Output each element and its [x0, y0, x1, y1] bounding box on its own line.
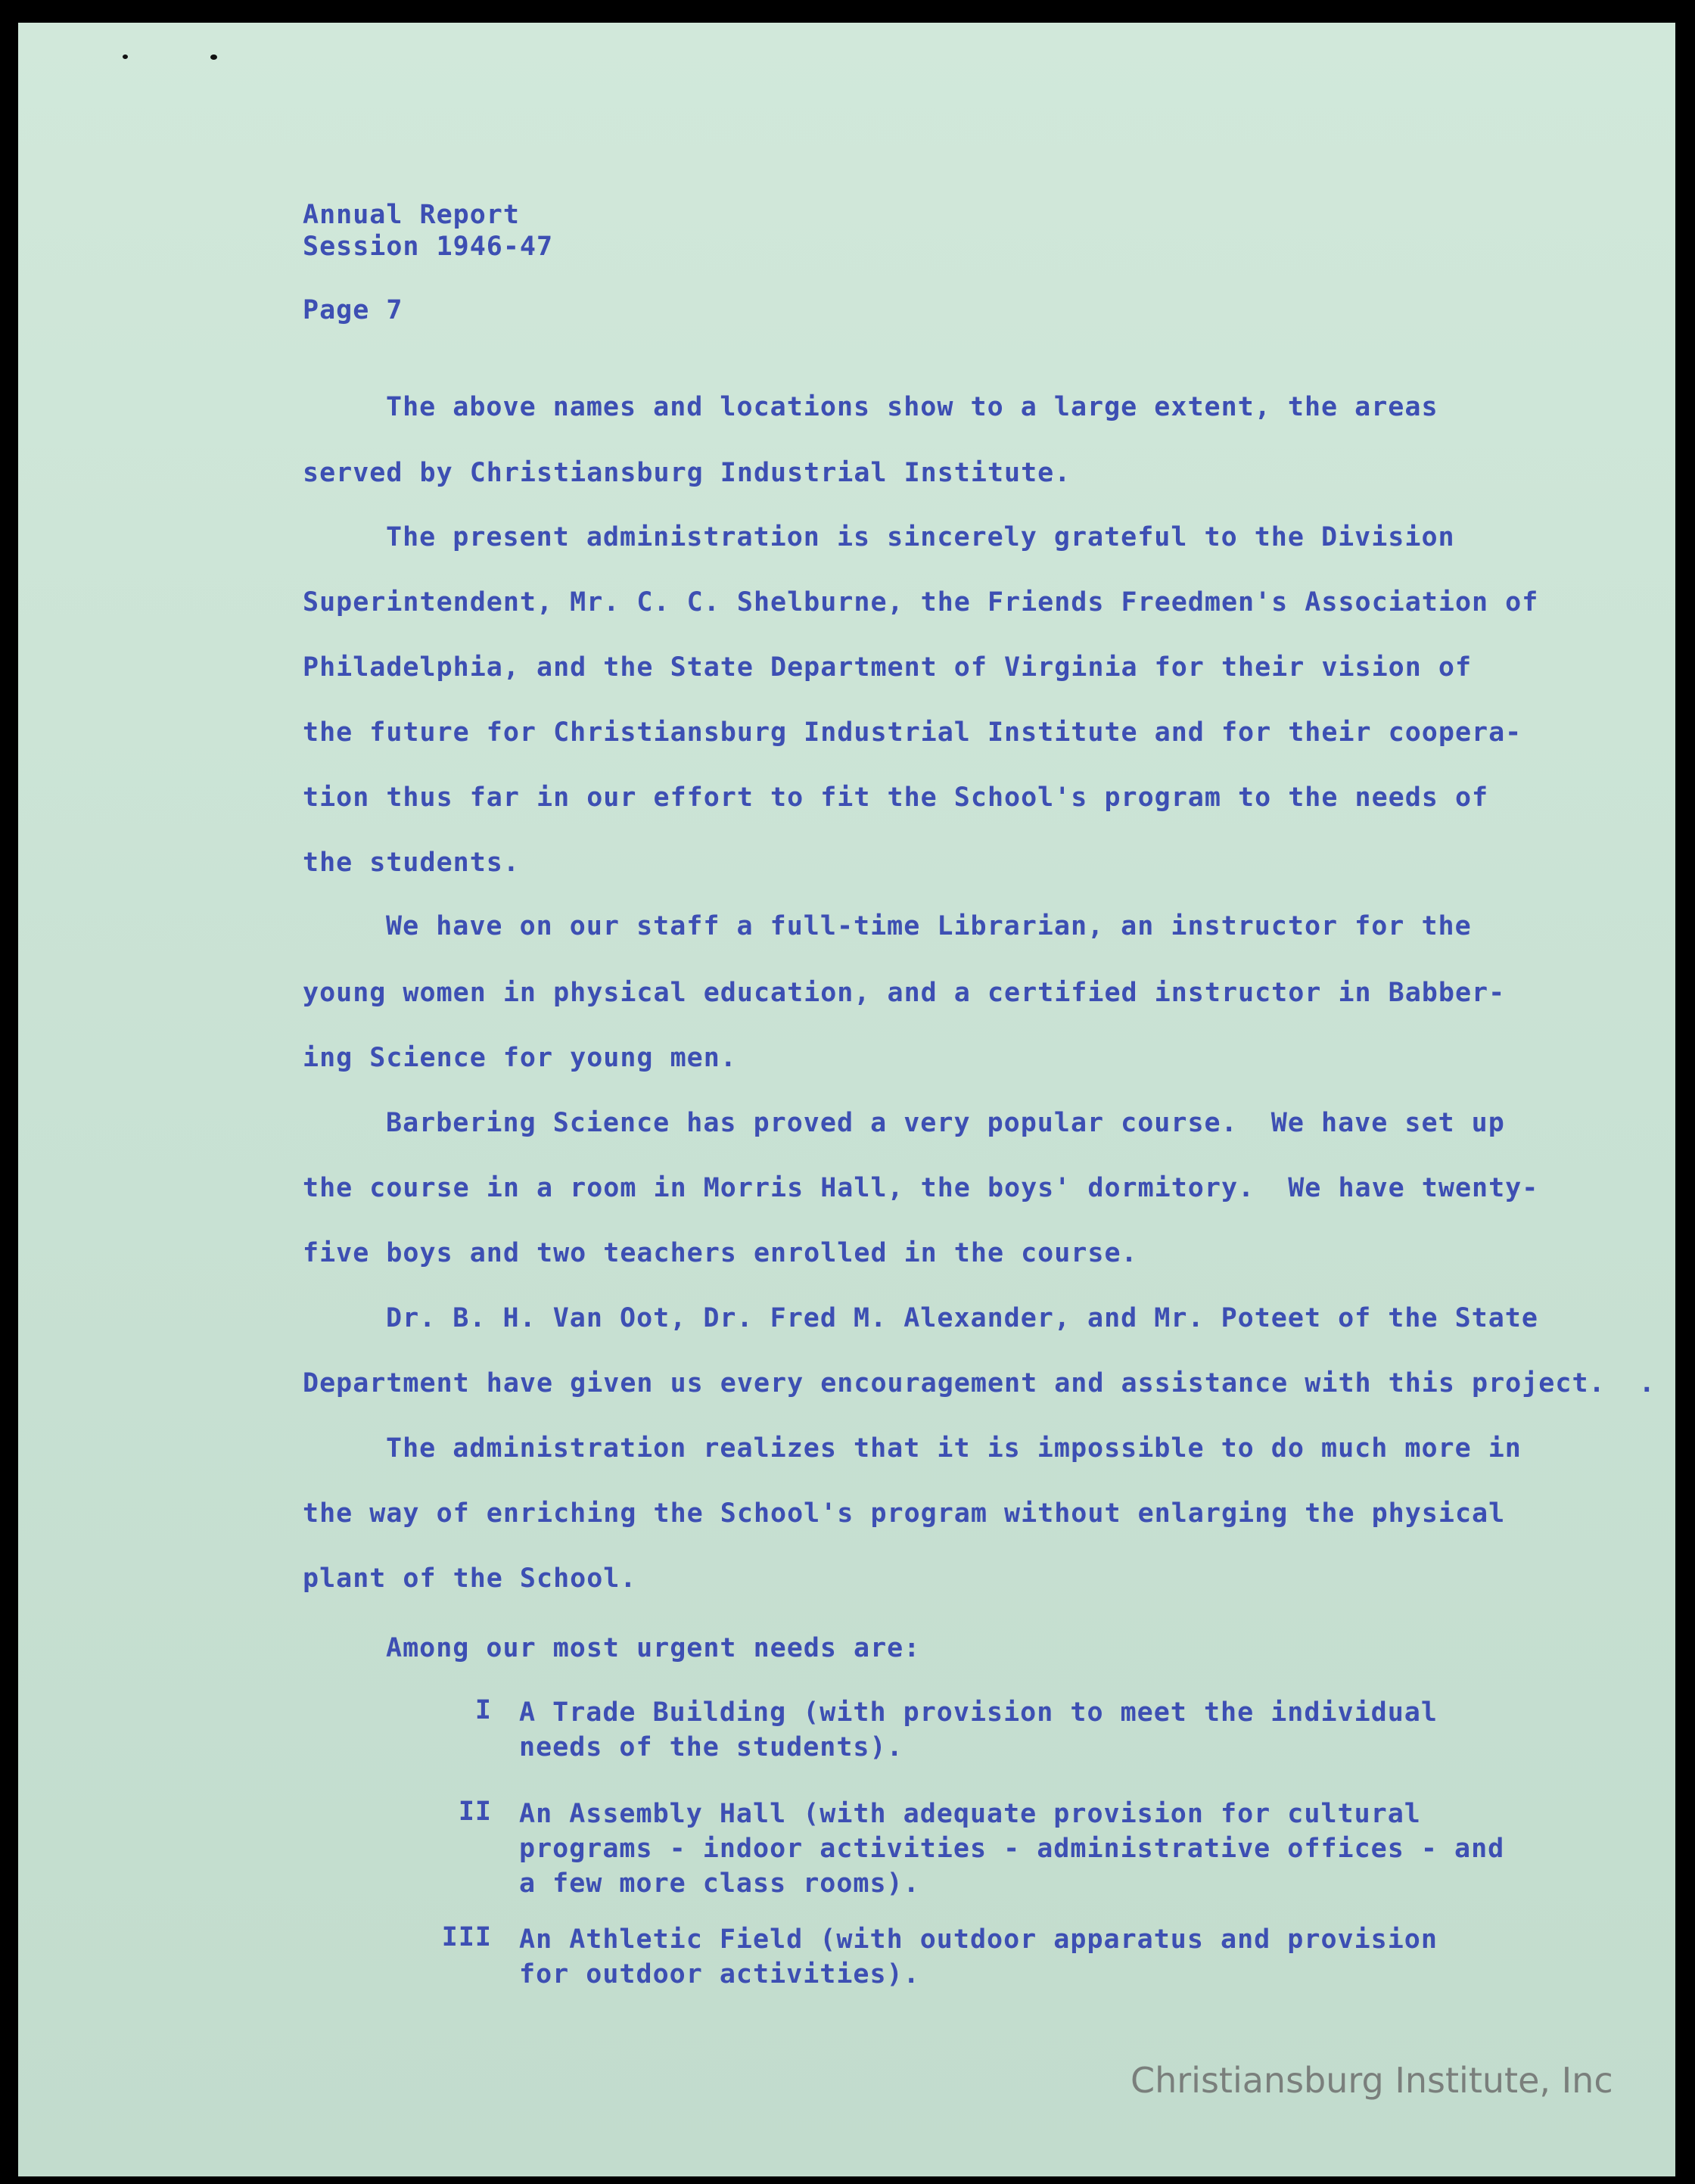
body-line: The above names and locations show to a large extent, the areas: [386, 392, 1438, 422]
body-line: We have on our staff a full-time Librarian, an instructor for the: [386, 911, 1472, 941]
body-line: Dr. B. H. Van Oot, Dr. Fred M. Alexander, and Mr. Poteet of the State: [386, 1303, 1538, 1333]
body-line: Among our most urgent needs are:: [386, 1633, 921, 1663]
body-line: the future for Christiansburg Industrial Institute and for their coopera-: [303, 717, 1522, 748]
body-line: plant of the School.: [303, 1563, 637, 1594]
body-line: The administration realizes that it is impossible to do much more in: [386, 1433, 1522, 1464]
report-title: Annual Report: [303, 200, 520, 230]
item-number: II: [458, 1797, 492, 1827]
ink-speck: [210, 54, 217, 60]
item-number: I: [474, 1695, 492, 1725]
body-line: served by Christiansburg Industrial Institute.: [303, 458, 1071, 488]
body-line: the course in a room in Morris Hall, the boys' dormitory. We have twenty-: [303, 1173, 1539, 1203]
body-line: Department have given us every encouragement and assistance with this project. .: [303, 1368, 1656, 1398]
body-line: The present administration is sincerely grateful to the Division: [386, 522, 1455, 552]
item-text: An Athletic Field (with outdoor apparatus and provision for outdoor activities).: [519, 1924, 1438, 1990]
item-number: III: [441, 1922, 492, 1952]
body-line: the way of enriching the School's program without enlarging the physical: [303, 1498, 1506, 1529]
body-line: the students.: [303, 848, 520, 878]
ink-speck: [123, 54, 128, 59]
watermark: Christiansburg Institute, Inc: [1131, 2060, 1613, 2101]
body-line: young women in physical education, and a certified instructor in Babber-: [303, 978, 1506, 1008]
page-number: Page 7: [303, 295, 403, 325]
item-text: An Assembly Hall (with adequate provision for cultural programs - indoor activities - administrative offices - and a few more class rooms).: [519, 1799, 1505, 1899]
report-session: Session 1946-47: [303, 232, 554, 262]
body-line: five boys and two teachers enrolled in the course.: [303, 1238, 1138, 1268]
body-line: Superintendent, Mr. C. C. Shelburne, the Friends Freedmen's Association of: [303, 587, 1539, 618]
body-line: ing Science for young men.: [303, 1043, 737, 1073]
item-text: A Trade Building (with provision to meet the individual needs of the students).: [519, 1697, 1438, 1762]
body-line: Barbering Science has proved a very popular course. We have set up: [386, 1108, 1505, 1138]
body-line: Philadelphia, and the State Department of Virginia for their vision of: [303, 652, 1473, 683]
body-line: tion thus far in our effort to fit the School's program to the needs of: [303, 782, 1489, 813]
